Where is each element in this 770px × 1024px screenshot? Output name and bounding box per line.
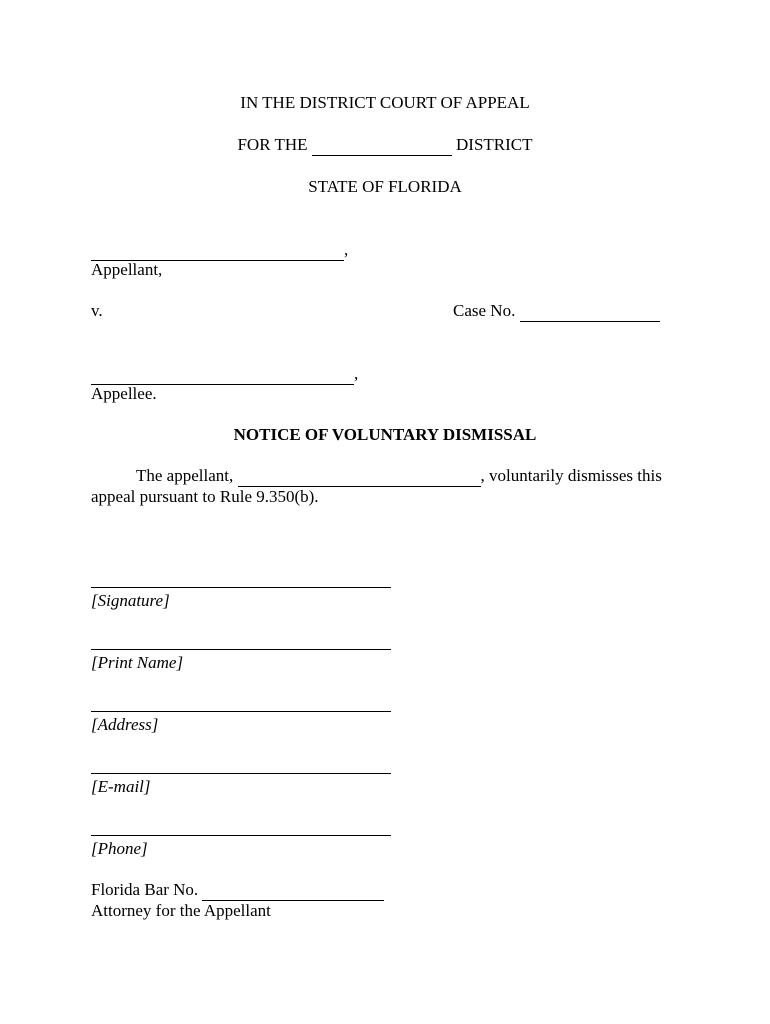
print-name-label: [Print Name] [91,653,184,672]
state-line: STATE OF FLORIDA [308,177,462,196]
appellant-name-blank[interactable] [91,240,344,261]
print-name-line[interactable] [91,649,391,650]
district-line [0,135,770,156]
appellee-name-blank[interactable] [91,364,354,385]
appellant-body-blank[interactable] [238,466,481,487]
bar-number-blank[interactable] [202,880,384,901]
signature-label: [Signature] [91,591,170,610]
address-line[interactable] [91,711,391,712]
signature-line[interactable] [91,587,391,588]
address-label: [Address] [91,715,159,734]
versus-label: v. [91,301,103,320]
district-blank[interactable] [312,135,452,156]
attorney-label: Attorney for the Appellant [91,901,271,920]
bar-number-line [91,880,384,901]
phone-line[interactable] [91,835,391,836]
district-prefix: FOR THE [237,135,308,154]
case-number-label: Case No. [453,301,516,320]
body-end: , voluntarily dismisses this [480,466,662,485]
appellee-name-line: , [91,364,358,385]
notice-body-line2: appeal pursuant to Rule 9.350(b). [91,487,319,506]
email-label: [E-mail] [91,777,151,796]
bar-number-label: Florida Bar No. [91,880,199,899]
phone-label: [Phone] [91,839,148,858]
appellant-name-line: , [91,240,348,261]
email-line[interactable] [91,773,391,774]
case-number-blank[interactable] [520,301,660,322]
court-title: IN THE DISTRICT COURT OF APPEAL [240,93,530,112]
body-start: The appellant, [136,466,234,485]
appellee-label: Appellee. [91,384,157,403]
case-number-line [453,301,660,322]
notice-body-line1 [136,466,662,487]
appellant-label: Appellant, [91,260,163,279]
district-suffix: DISTRICT [456,135,533,154]
notice-title: NOTICE OF VOLUNTARY DISMISSAL [233,425,537,444]
